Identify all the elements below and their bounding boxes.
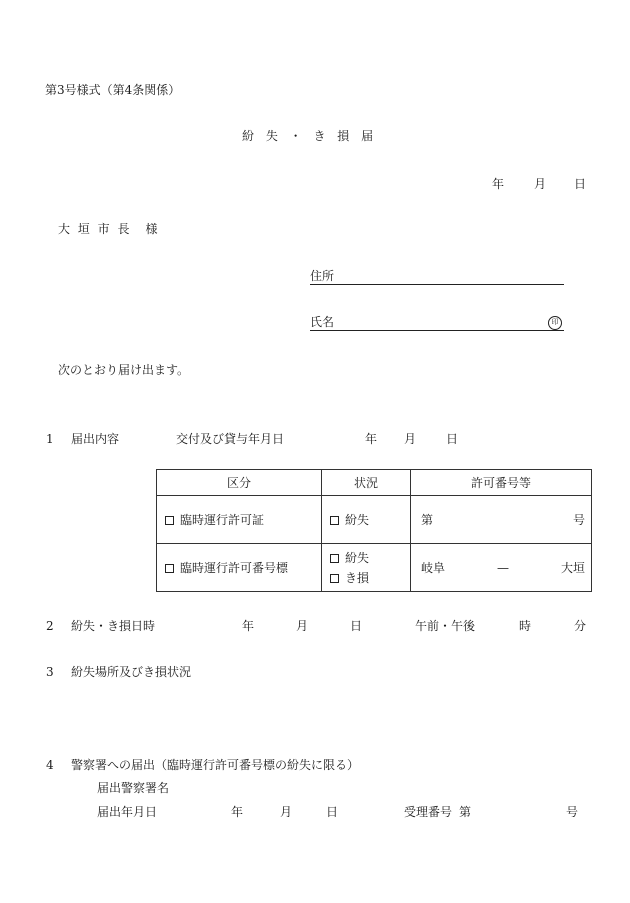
section4-label: 警察署への届出（臨時運行許可番号標の紛失に限る） <box>71 758 360 772</box>
section1-number: 1 <box>46 432 54 446</box>
loss-minute: 分 <box>574 619 587 633</box>
category-cell <box>157 496 322 544</box>
status-label: き損 <box>345 570 370 585</box>
address-label: 住所 <box>310 269 335 283</box>
checkbox[interactable] <box>165 564 174 573</box>
number-prefix: 第 <box>421 512 434 527</box>
category-cell <box>157 544 322 592</box>
seal-icon: 印 <box>548 316 562 330</box>
status-label: 紛失 <box>345 550 370 565</box>
section3-number: 3 <box>46 665 54 679</box>
table-row <box>157 496 592 544</box>
ampm-label: 午前・午後 <box>415 619 476 633</box>
plate-dash: — <box>497 560 509 575</box>
category-label: 臨時運行許可証 <box>180 512 265 527</box>
name-label: 氏名 <box>310 315 335 329</box>
address-field[interactable] <box>310 268 564 285</box>
section2-number: 2 <box>46 619 54 633</box>
status-cell <box>322 496 411 544</box>
report-day: 日 <box>326 805 339 819</box>
issue-year: 年 <box>365 432 378 446</box>
section3-label: 紛失場所及びき損状況 <box>71 665 192 679</box>
status-label: 紛失 <box>345 512 370 527</box>
issue-date-label: 交付及び貸与年月日 <box>176 432 285 446</box>
header-status: 状況 <box>322 470 411 496</box>
date-year: 年 <box>492 177 505 191</box>
receipt-prefix: 第 <box>459 805 472 819</box>
plate-place-1: 岐阜 <box>421 560 446 575</box>
loss-year: 年 <box>242 619 255 633</box>
checkbox[interactable] <box>330 554 339 563</box>
plate-place-2: 大垣 <box>560 560 585 575</box>
report-month: 月 <box>280 805 293 819</box>
addressee: 大 垣 市 長 様 <box>58 222 160 236</box>
loss-hour: 時 <box>519 619 532 633</box>
date-day: 日 <box>574 177 587 191</box>
loss-day: 日 <box>350 619 363 633</box>
plate-number-cell[interactable] <box>411 544 592 592</box>
section2-label: 紛失・き損日時 <box>71 619 156 633</box>
receipt-suffix: 号 <box>566 805 579 819</box>
table-row <box>157 544 592 592</box>
issue-day: 日 <box>446 432 459 446</box>
category-label: 臨時運行許可番号標 <box>180 560 289 575</box>
receipt-number-label: 受理番号 <box>404 805 453 819</box>
section4-number: 4 <box>46 758 54 772</box>
report-date-label: 届出年月日 <box>97 805 158 819</box>
checkbox[interactable] <box>330 516 339 525</box>
checkbox[interactable] <box>330 574 339 583</box>
status-cell <box>322 544 411 592</box>
loss-month: 月 <box>296 619 309 633</box>
police-station-label: 届出警察署名 <box>97 781 170 795</box>
issue-month: 月 <box>404 432 417 446</box>
name-field[interactable] <box>310 314 564 331</box>
header-category: 区分 <box>157 470 322 496</box>
page-title: 紛 失 ・ き 損 届 <box>242 129 378 143</box>
number-suffix: 号 <box>572 512 585 527</box>
date-month: 月 <box>534 177 547 191</box>
item-table <box>156 469 592 592</box>
form-code: 第3号様式（第4条関係） <box>45 83 181 97</box>
checkbox[interactable] <box>165 516 174 525</box>
permit-number-cell[interactable] <box>411 496 592 544</box>
section1-label: 届出内容 <box>71 432 120 446</box>
report-year: 年 <box>231 805 244 819</box>
intro-text: 次のとおり届け出ます。 <box>58 363 190 377</box>
header-permit-number: 許可番号等 <box>411 470 592 496</box>
